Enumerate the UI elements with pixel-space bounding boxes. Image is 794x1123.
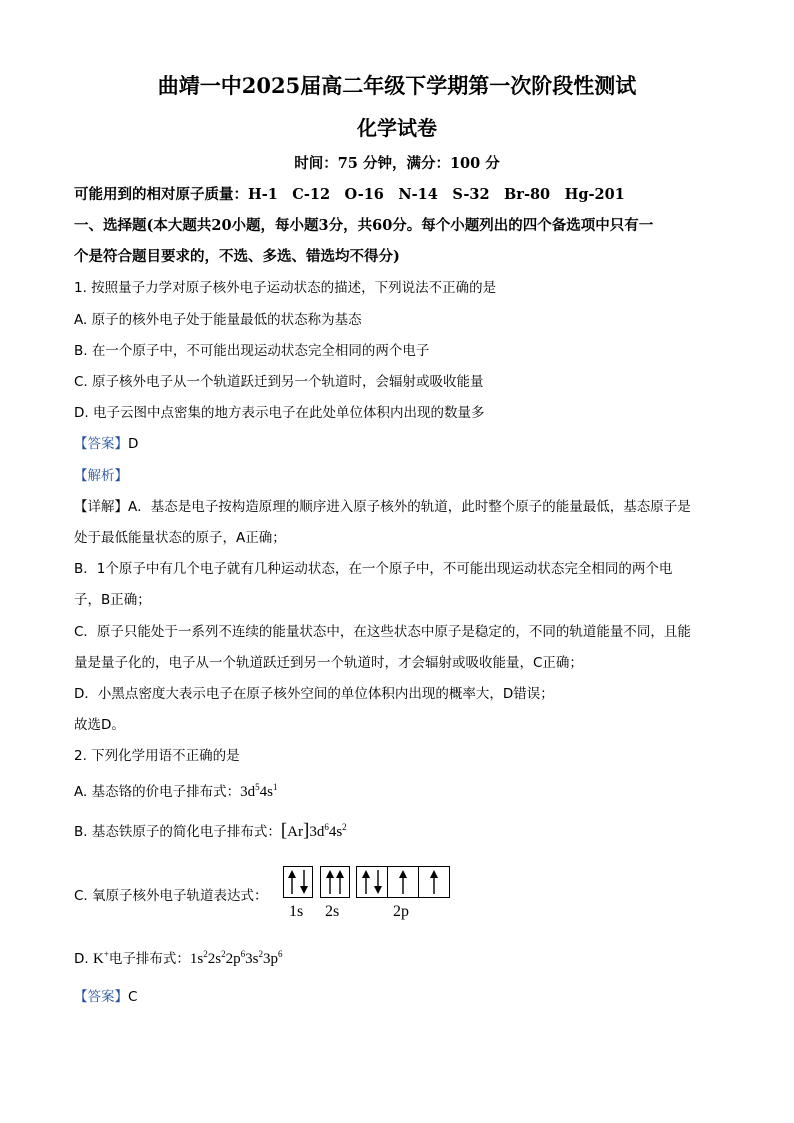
- q2-option-a: [74, 780, 277, 801]
- q2-option-d-label: 电子排布式：: [108, 951, 190, 967]
- spin-down-arrow-icon: [372, 870, 384, 894]
- q1-option-c: C. 原子核外电子从一个轨道跃迁到另一个轨道时，会辐射或吸收能量: [74, 374, 484, 390]
- q2-answer: [74, 985, 137, 1005]
- q2-option-d: [74, 947, 282, 968]
- q1-detail-line: 量是量子化的，电子从一个轨道跃迁到另一个轨道时，才会辐射或吸收能量，C正确；: [74, 655, 583, 671]
- orbital-label-1s: 1s: [289, 903, 304, 920]
- orbital-box-1s: [283, 866, 313, 898]
- q2-option-a-label: A. 基态铬的价电子排布式：: [74, 784, 241, 800]
- potassium-ion-symbol: K: [92, 951, 104, 967]
- q2-option-b-label: B. 基态铁原子的简化电子排布式：: [74, 824, 281, 840]
- exam-title: 曲靖一中2025届高二年级下学期第一次阶段性测试: [157, 73, 637, 98]
- k-ion-config-formula: $1s^22s^22p^63s^23p^6$: [189, 949, 283, 967]
- q1-analysis-label: 【解析】: [74, 468, 128, 484]
- orbital-label-2s: 2s: [325, 903, 340, 920]
- fe-config-formula: $[Ar]3d^64s^2$: [280, 820, 347, 841]
- spin-up-arrow-icon: [397, 870, 409, 894]
- q1-answer-label: 【答案】: [74, 436, 128, 452]
- q1-detail-line: 故选D。: [74, 717, 125, 733]
- spin-up-arrow-icon: [334, 870, 346, 894]
- q1-detail-line: C．原子只能处于一系列不连续的能量状态中，在这些状态中原子是稳定的，不同的轨道能量不同，且能: [74, 624, 691, 640]
- q1-answer: [74, 432, 138, 452]
- q1-detail-line: 处于最低能量状态的原子，A正确；: [74, 530, 286, 546]
- q2-option-d-letter: D.: [74, 951, 93, 967]
- cr-config-formula: $3d^54s^1$: [240, 782, 278, 800]
- q1-detail-line: D．小黑点密度大表示电子在原子核外空间的单位体积内出现的概率大，D错误；: [74, 686, 554, 702]
- exam-time: 时间：75 分钟，满分：100 分: [294, 155, 500, 172]
- section-heading-line1: 一、选择题(本大题共20小题，每小题3分，共60分。每个小题列出的四个备选项中只有一: [74, 217, 654, 234]
- spin-down-arrow-icon: [298, 870, 310, 894]
- orbital-box-2p: [356, 866, 450, 898]
- q1-answer-value: D: [128, 436, 139, 452]
- q1-option-a: A. 原子的核外电子处于能量最低的状态称为基态: [74, 312, 362, 328]
- orbital-label-2p: 2p: [393, 903, 409, 920]
- q1-stem: 1. 按照量子力学对原子核外电子运动状态的描述，下列说法不正确的是: [74, 280, 497, 296]
- q1-option-b: B. 在一个原子中，不可能出现运动状态完全相同的两个电子: [74, 343, 430, 359]
- spin-up-arrow-icon: [428, 870, 440, 894]
- spin-up-arrow-icon: [286, 870, 298, 894]
- q2-answer-value: C: [128, 989, 138, 1005]
- spin-up-arrow-icon: [360, 870, 372, 894]
- q1-detail-line: 子，B正确；: [74, 592, 151, 608]
- q2-option-c-label: C. 氧原子核外电子轨道表达式：: [74, 888, 268, 904]
- orbital-box-2s: [320, 866, 350, 898]
- potassium-ion: K+: [92, 949, 109, 967]
- section-heading-line2: 个是符合题目要求的，不选、多选、错选均不得分): [74, 248, 400, 265]
- q1-detail-line: B．1个原子中有几个电子就有几种运动状态，在一个原子中，不可能出现运动状态完全相同的两个电: [74, 561, 673, 577]
- oxygen-orbital-diagram: [283, 866, 453, 926]
- atomic-mass-line: 可能用到的相对原子质量：H-1 C-12 O-16 N-14 S-32 Br-80 Hg-201: [74, 186, 625, 203]
- q2-stem: 2. 下列化学用语不正确的是: [74, 748, 240, 764]
- q1-detail-line: 【详解】A．基态是电子按构造原理的顺序进入原子核外的轨道，此时整个原子的能量最低，基态原子是: [74, 499, 691, 515]
- q1-option-d: D. 电子云图中点密集的地方表示电子在此处单位体积内出现的数量多: [74, 405, 485, 421]
- exam-subtitle: 化学试卷: [357, 116, 437, 140]
- q2-option-b: [74, 820, 347, 842]
- q2-answer-label: 【答案】: [74, 989, 128, 1005]
